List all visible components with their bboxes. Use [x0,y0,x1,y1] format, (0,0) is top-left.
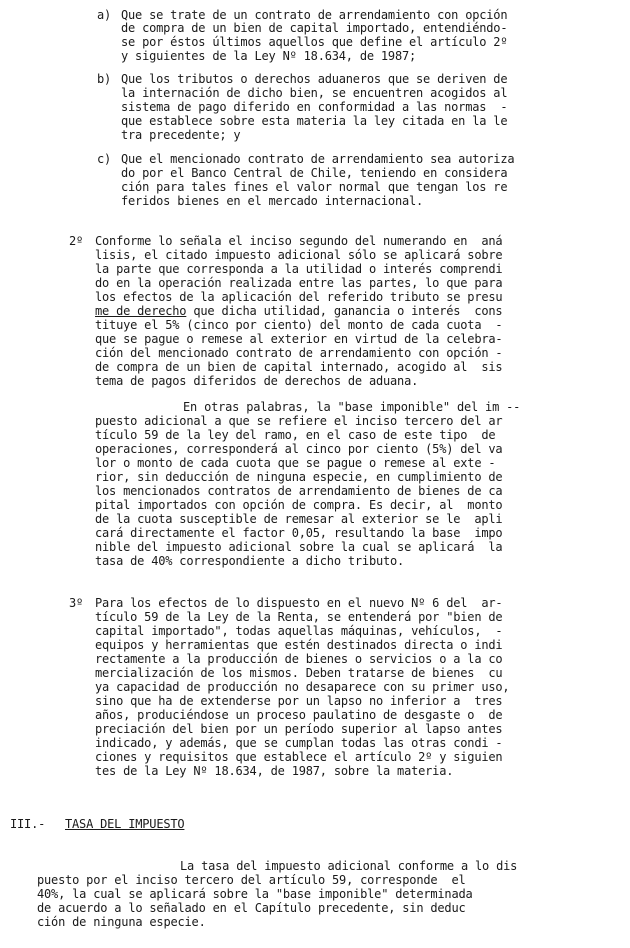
underlined-phrase: me de derecho [95,304,187,318]
item-b-line: la internación de dicho bien, se encuentren acogidos al [121,86,508,100]
paragraph-line: operaciones, corresponderá al cinco por ciento (5%) del va [95,442,503,456]
paragraph-line: los mencionados contratos de arrendamiento de bienes de ca [95,484,503,498]
item-c-line: ción para tales fines el valor normal que tengan los re [121,180,508,194]
item-3-line: preciación del bien por un período superior al lapso antes [95,722,503,736]
item-3-marker: 3º [69,596,84,610]
item-a-marker: a) [97,8,112,22]
item-c-line: Que el mencionado contrato de arrendamiento sea autoriza [121,152,515,166]
item-3-line: capital importado", todas aquellas máquinas, vehículos, - [95,624,503,638]
item-3-line: Para los efectos de lo dispuesto en el nuevo Nº 6 del ar- [95,596,503,610]
paragraph-line: nible del impuesto adicional sobre la cual se aplicará la [95,540,503,554]
item-b-line: tra precedente; y [121,128,241,142]
item-b-line: que establece sobre esta materia la ley citada en la le [121,114,508,128]
paragraph-line: ción de ninguna especie. [37,915,206,929]
paragraph-line: cará directamente el factor 0,05, resultando la base impo [95,526,503,540]
paragraph-line: rior, sin deducción de ninguna especie, en cumplimiento de [95,470,503,484]
item-3-line: años, produciéndose un proceso paulatino de desgaste o de [95,708,503,722]
item-a-line: Que se trate de un contrato de arrendamiento con opción [121,8,508,22]
item-2-line: do en la operación realizada entre las partes, lo que para [95,276,503,290]
item-3-line: ya capacidad de producción no desaparece con su primer uso, [95,680,510,694]
item-3-line: equipos y herramientas que estén destinados directa o indi [95,638,503,652]
item-3-line: mercialización de los mismos. Deben tratarse de bienes cu [95,666,503,680]
paragraph-line: puesto por el inciso tercero del artículo 59, corresponde el [37,873,466,887]
item-c-line: feridos bienes en el mercado internacional. [121,194,424,208]
item-b-marker: b) [97,72,112,86]
item-c-line: do por el Banco Central de Chile, teniendo en considera [121,166,508,180]
paragraph-line: de acuerdo a lo señalado en el Capítulo precedente, sin deduc [37,901,466,915]
paragraph-line: de la cuota susceptible de remesar al exterior se le apli [95,512,503,526]
paragraph-line: tículo 59 de la ley del ramo, en el caso de este tipo de [95,428,496,442]
item-c-marker: c) [97,152,112,166]
paragraph-line: tasa de 40% correspondiente a dicho tributo. [95,554,405,568]
item-3-line: tículo 59 de la Ley de la Renta, se entenderá por "bien de [95,610,503,624]
paragraph-line: puesto adicional a que se refiere el inciso tercero del ar [95,414,503,428]
item-2-line: que se pague o remese al exterior en virtud de la celebra- [95,332,503,346]
item-2-line: Conforme lo señala el inciso segundo del numerando en aná [95,234,503,248]
item-a-line: se por éstos últimos aquellos que define el artículo 2º [121,35,508,49]
paragraph-line: 40%, la cual se aplicará sobre la "base imponible" determinada [37,887,473,901]
item-2-line: lisis, el citado impuesto adicional sólo se aplicará sobre [95,248,503,262]
section-numeral: III.- [10,817,46,831]
item-3-line: rectamente a la producción de bienes o servicios o a la co [95,652,503,666]
item-2-marker: 2º [69,234,84,248]
section-title: TASA DEL IMPUESTO [65,817,185,831]
item-2-line: ción del mencionado contrato de arrendamiento con opción - [95,346,503,360]
item-3-line: tes de la Ley Nº 18.634, de 1987, sobre la materia. [95,764,454,778]
item-b-line: sistema de pago diferido en conformidad a las normas - [121,100,508,114]
item-3-line: ciones y requisitos que establece el artículo 2º y siguien [95,750,503,764]
item-2-line: tituye el 5% (cinco por ciento) del monto de cada cuota - [95,318,503,332]
item-a-line: de compra de un bien de capital importado, entendiéndo- [121,21,508,35]
item-2-line: de compra de un bien de capital internado, acogido al sis [95,360,503,374]
item-3-line: sino que ha de extenderse por un lapso no inferior a tres [95,694,503,708]
paragraph-line: pital importados con opción de compra. Es decir, al monto [95,498,503,512]
item-2-line: los efectos de la aplicación del referido tributo se presu [95,290,503,304]
paragraph-line: En otras palabras, la "base imponible" del im -- [183,400,521,414]
paragraph-line: lor o monto de cada cuota que se pague o remese al exte - [95,456,496,470]
item-2-line: la parte que corresponda a la utilidad o interés comprendi [95,262,503,276]
item-3-line: indicado, y además, que se cumplan todas las otras condi - [95,736,503,750]
item-2-line [95,305,502,318]
item-b-line: Que los tributos o derechos aduaneros que se deriven de [121,72,508,86]
paragraph-line: La tasa del impuesto adicional conforme a lo dis [180,859,518,873]
line-continuation: que dicha utilidad, ganancia o interés cons [186,304,503,318]
item-a-line: y siguientes de la Ley Nº 18.634, de 1987; [121,49,417,63]
item-2-line: tema de pagos diferidos de derechos de aduana. [95,374,419,388]
